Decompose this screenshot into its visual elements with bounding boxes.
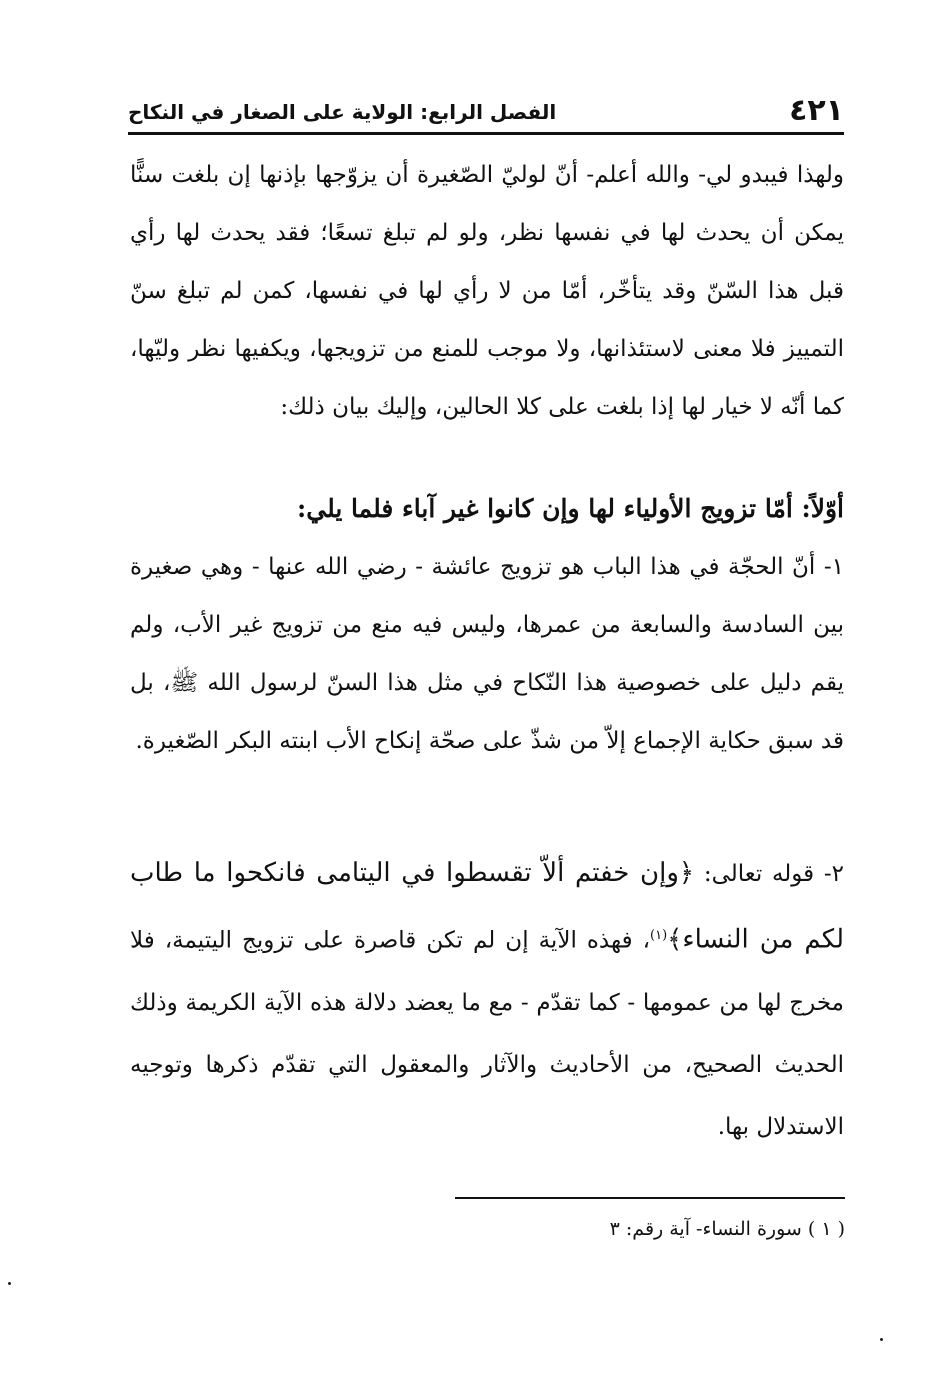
evidence-intro: ٢- قوله تعالى:: [694, 861, 845, 887]
scan-speck: [8, 1282, 11, 1285]
evidence-text: ، فهذه الآية إن لم تكن قاصرة على تزويج اليتيمة، فلا مخرج لها من عمومها - كما تقدّم - مع ما يعضد دلالة هذه الآية الكريمة وذلك الحديث الصحيح، من الأحاديث والآثار والمعقول التي تقدّم ذكرها وتوجيه الاستدلال بها.: [130, 927, 844, 1140]
paragraph-opinion: ولهذا فيبدو لي- والله أعلم- أنّ لوليّ الصّغيرة أن يزوّجها بإذنها إن بلغت سنًّا يمكن أن يحدث لها في نفسها نظر، ولو لم تبلغ تسعًا؛ فقد يحدث لها رأي قبل هذا السّنّ وقد يتأخّر، أمّا من لا رأي لها في نفسها، كمن لم تبلغ سنّ التمييز فلا معنى لاستئذانها، ولا موجب للمنع من تزويجها، ويكفيها نظر وليّها، كما أنّه لا خيار لها إذا بلغت على كلا الحالين، وإليك بيان ذلك:: [130, 162, 844, 420]
footnote-divider: [455, 1197, 845, 1199]
running-header: [128, 92, 844, 132]
footnote: ( ١ ) سورة النساء- آية رقم: ٣: [609, 1218, 845, 1240]
quran-verse: ﴿وإن خفتم ألاّ تقسطوا في اليتامى فانكحوا ما طاب لكم من النساء﴾: [130, 858, 844, 955]
header-divider: [128, 132, 844, 135]
paragraph-evidence-2: [130, 842, 844, 1158]
chapter-title: الفصل الرابع: الولاية على الصغار في النكاح: [128, 100, 557, 124]
section-heading: أوّلاً: أمّا تزويج الأولياء لها وإن كانوا غير آباء فلما يلي:: [297, 494, 844, 523]
footnote-reference: (١): [650, 928, 668, 943]
paragraph-evidence-1: ١- أنّ الحجّة في هذا الباب هو تزويج عائشة - رضي الله عنها - وهي صغيرة بين السادسة والسابعة من عمرها، وليس فيه منع من تزويج غير الأب، ولم يقم دليل على خصوصية هذا النّكاح في مثل هذا السنّ لرسول الله ﷺ، بل قد سبق حكاية الإجماع إلاّ من شذّ على صحّة إنكاح الأب ابنته البكر الصّغيرة.: [130, 554, 844, 754]
page-number: ٤٢١: [789, 93, 844, 128]
scan-speck: [880, 1338, 883, 1341]
